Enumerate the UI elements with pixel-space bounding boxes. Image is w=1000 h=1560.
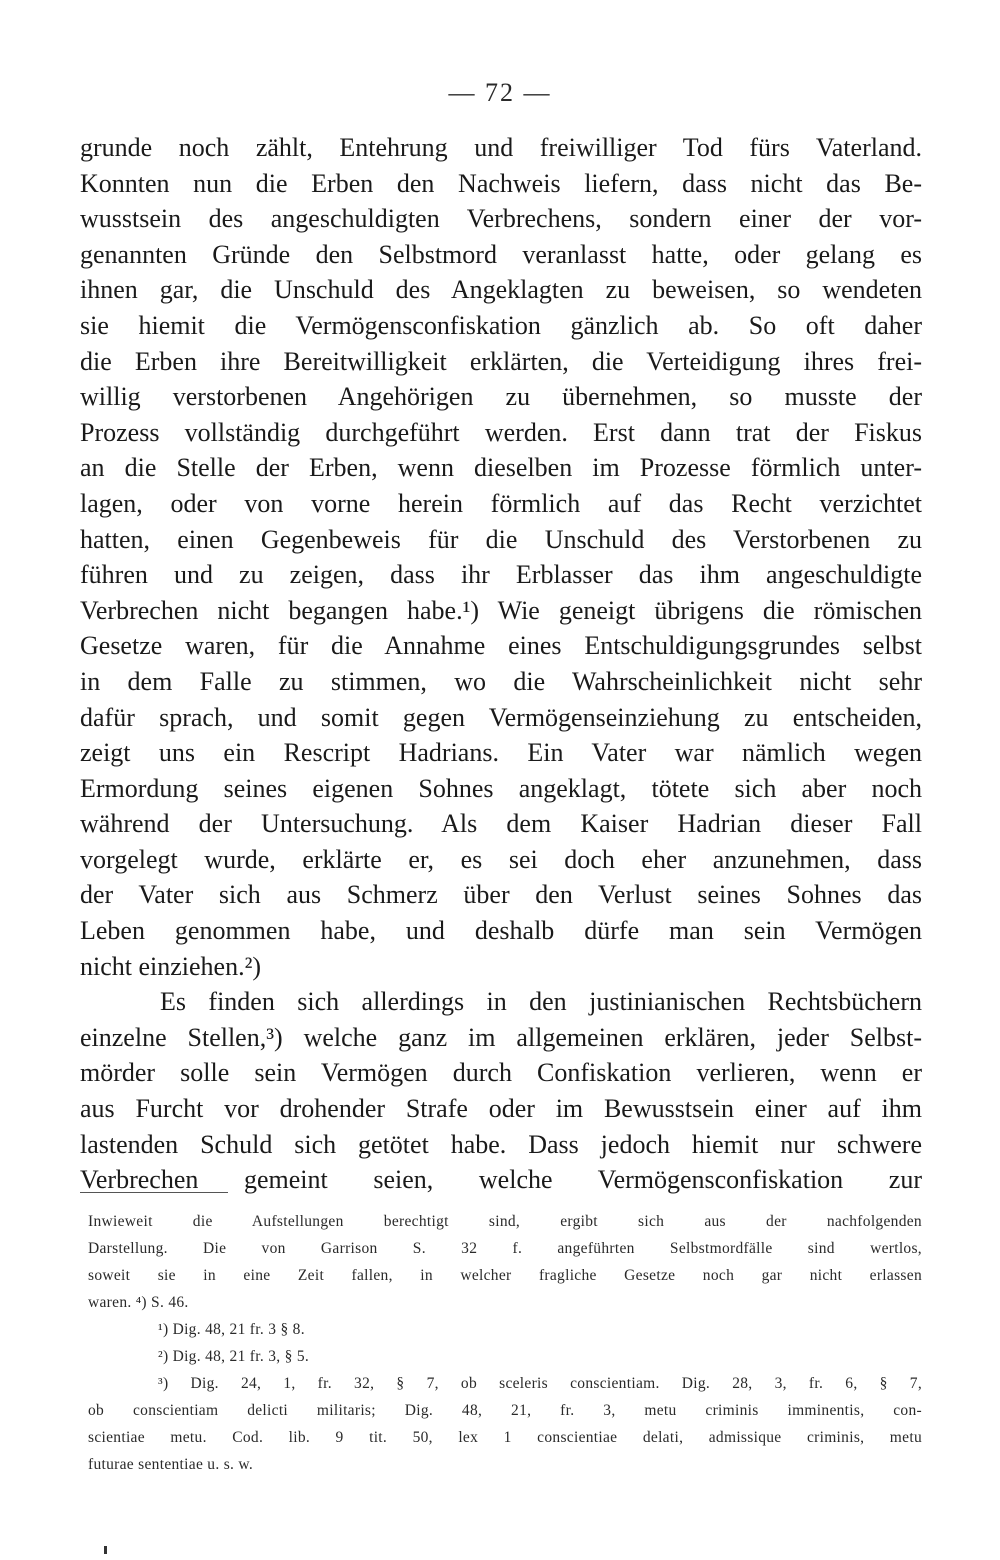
body-line: vorgelegt wurde, erklärte er, es sei doch eher anzunehmen, dass: [80, 844, 922, 874]
body-line: ihnen gar, die Unschuld des Angeklagten zu beweisen, so wendeten: [80, 275, 922, 305]
body-line: in dem Falle zu stimmen, wo die Wahrscheinlichkeit nicht sehr: [80, 666, 922, 696]
body-line: Es finden sich allerdings in den justinianischen Rechtsbüchern: [160, 987, 922, 1017]
scan-mark: [104, 1546, 107, 1554]
footnote-line: scientiae metu. Cod. lib. 9 tit. 50, lex 1 conscientiae delati, admissique criminis, metu: [88, 1429, 922, 1446]
body-line: Prozess vollständig durchgeführt werden. Erst dann trat der Fiskus: [80, 417, 922, 447]
body-line: lagen, oder von vorne herein förmlich auf das Recht verzichtet: [80, 488, 922, 518]
body-line: Leben genommen habe, und deshalb dürfe man sein Vermögen: [80, 916, 922, 946]
footnote-line: ¹) Dig. 48, 21 fr. 3 § 8.: [158, 1321, 305, 1338]
body-line: nicht einziehen.²): [80, 951, 262, 981]
body-line: grunde noch zählt, Entehrung und freiwilliger Tod fürs Vaterland.: [80, 133, 922, 162]
page-number: — 72 —: [448, 78, 552, 107]
body-line: sie hiemit die Vermögensconfiskation gänzlich ab. So oft daher: [80, 310, 922, 340]
body-line: wusstsein des angeschuldigten Verbrechens, sondern einer der vor-: [80, 204, 922, 234]
footnote-line: Inwieweit die Aufstellungen berechtigt sind, ergibt sich aus der nachfolgenden: [88, 1213, 922, 1230]
footnote-line: Darstellung. Die von Garrison S. 32 f. angeführten Selbstmordfälle sind wertlos,: [88, 1240, 922, 1257]
footnote-line: waren. ⁴) S. 46.: [88, 1294, 189, 1311]
footnote-line: ob conscientiam delicti militaris; Dig. 48, 21, fr. 3, metu criminis imminentis, con-: [88, 1402, 922, 1419]
footnote-line: ³) Dig. 24, 1, fr. 32, § 7, ob sceleris conscientiam. Dig. 28, 3, fr. 6, § 7,: [158, 1375, 922, 1392]
body-line: dafür sprach, und somit gegen Vermögenseinziehung zu entscheiden,: [80, 702, 922, 732]
body-line: genannten Gründe den Selbstmord veranlasst hatte, oder gelang es: [80, 239, 922, 269]
footnotes: [88, 1208, 922, 1478]
body-line: Gesetze waren, für die Annahme eines Entschuldigungsgrundes selbst: [80, 631, 922, 661]
footnote-separator: [80, 1192, 228, 1193]
body-line: lastenden Schuld sich getötet habe. Dass jedoch hiemit nur schwere: [80, 1129, 922, 1159]
body-line: Konnten nun die Erben den Nachweis liefern, dass nicht das Be-: [80, 168, 922, 198]
body-line: Ermordung seines eigenen Sohnes angeklagt, tötete sich aber noch: [80, 773, 922, 803]
body-line: an die Stelle der Erben, wenn dieselben im Prozesse förmlich unter-: [80, 453, 922, 483]
body-line: aus Furcht vor drohender Strafe oder im Bewusstsein einer auf ihm: [80, 1094, 922, 1124]
body-line: der Vater sich aus Schmerz über den Verlust seines Sohnes das: [80, 880, 922, 910]
footnote-line: ²) Dig. 48, 21 fr. 3, § 5.: [158, 1348, 310, 1365]
body-line: die Erben ihre Bereitwilligkeit erklärten, die Verteidigung ihres frei-: [80, 346, 922, 376]
body-line: führen und zu zeigen, dass ihr Erblasser das ihm angeschuldigte: [80, 560, 922, 590]
body-line: Verbrechen gemeint seien, welche Vermögensconfiskation zur: [80, 1165, 922, 1195]
body-line: hatten, einen Gegenbeweis für die Unschuld des Verstorbenen zu: [80, 524, 922, 554]
footnote-line: soweit sie in eine Zeit fallen, in welcher fragliche Gesetze noch gar nicht erlassen: [88, 1267, 922, 1284]
main-text: [80, 130, 922, 1198]
footnote-line: futurae sententiae u. s. w.: [88, 1456, 254, 1473]
body-line: willig verstorbenen Angehörigen zu übernehmen, so musste der: [80, 382, 922, 412]
body-line: Verbrechen nicht begangen habe.¹) Wie geneigt übrigens die römischen: [80, 595, 922, 625]
body-line: während der Untersuchung. Als dem Kaiser Hadrian dieser Fall: [80, 809, 922, 839]
body-line: zeigt uns ein Rescript Hadrians. Ein Vater war nämlich wegen: [80, 738, 922, 768]
body-line: einzelne Stellen,³) welche ganz im allgemeinen erklären, jeder Selbst-: [80, 1022, 922, 1052]
body-line: mörder solle sein Vermögen durch Confiskation verlieren, wenn er: [80, 1058, 922, 1088]
